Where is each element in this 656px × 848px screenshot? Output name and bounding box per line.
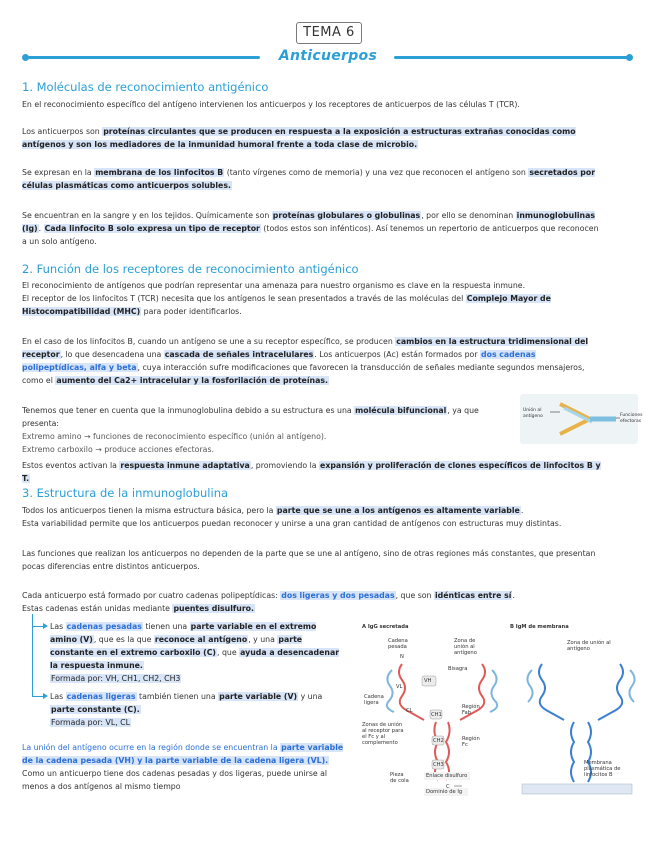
s2-p3-text-c: , ya que presenta: [22,406,479,428]
label-ch1: CH1 [431,712,442,718]
label-c-terminus: C [446,784,450,790]
s2-p3-amino: Extremo amino → funciones de reconocimiento específico (unión al antígeno). [22,432,327,441]
s3-p1-text-a: Todos los anticuerpos tienen la misma estructura básica, pero la [22,506,276,515]
s2-paragraph-3 [22,404,512,456]
b1-highlight-f: reconoce al antígeno [154,635,248,644]
s2-p3-text-a: Tenemos que tener en cuenta que la inmunoglobulina debido a su estructura es una [22,406,355,415]
s3-p3-text-c: , que son [395,591,434,600]
s2-p4-highlight-b: respuesta inmune adaptativa [120,461,250,470]
s2-paragraph-4 [22,459,602,485]
s1-p3-text-a: Se expresan en la [22,168,95,177]
s2-p1-highlight-c: Complejo Mayor de Histocompatibilidad (MHC) [22,294,551,316]
label-ch3: CH3 [433,762,444,768]
fab-arm-lower [560,419,590,434]
b2-highlight-d: parte variable (V) [219,692,298,701]
s3-p1-text-c: . [520,506,524,515]
label-vh: VH [424,678,432,684]
subtitle-banner [22,48,634,66]
s1-p2-highlight: proteínas circulantes que se producen en respuesta a la exposición a estructuras extrañas conocidas como antígenos y son los mediadores de la inmunidad humoral frente a toda clase de microbio. [22,127,576,149]
bifunc-left-label: Unión al antígeno [523,408,543,419]
s2-p2-text-e: . Los anticuerpos (Ac) están formados por [314,350,480,359]
s2-paragraph-2 [22,335,602,387]
s3-p4-highlight-b: parte variable de la cadena pesada (VH) y la parte variable de la cadena ligera (VL). [22,743,344,765]
fab-arm-upper [560,404,590,419]
label-zona-union-b: Zona de unión al antígeno [567,640,611,652]
igm-fc-left [571,722,574,782]
s1-p2-text: Los anticuerpos son [22,127,103,136]
s2-p2-highlight-d: cascada de señales intracelulares [164,350,314,359]
b1-text-e: , que es la que [93,635,154,644]
s1-paragraph-4 [22,209,602,248]
igm-heavy-left [539,664,564,720]
s2-p3-carboxyl: Extremo carboxilo → produce acciones efectoras. [22,445,214,454]
s1-p3-highlight-d: secretados por células plasmáticas como anticuerpos solubles. [22,168,596,190]
s2-p1-text-d: para poder identificarlos. [141,307,242,316]
label-bisagra: Bisagra [448,666,468,672]
s3-p4-text-a: La unión del antígeno ocurre en la región donde se encuentran la [22,743,281,752]
s1-p4-text-g: (todos estos son infénticos). Así tenemos un repertorio de anticuerpos que reconocen a un solo antígeno. [22,224,599,246]
b1-text-i: , que [217,648,240,657]
b2-formada: Formada por: VL, CL [51,718,130,727]
s2-p4-text-a: Estos eventos activan la [22,461,120,470]
s1-paragraph-1: En el reconocimiento específico del antígeno intervienen los anticuerpos y los receptores de anticuerpos de las células T (TCR). [22,100,520,109]
s3-p3-text-a: Cada anticuerpo está formado por cuatro cadenas polipeptídicas: [22,591,281,600]
s3-paragraph-1 [22,504,602,530]
label-cadena-pesada: Cadena pesada [388,638,408,650]
s2-p2-highlight-h: aumento del Ca2+ intracelular y la fosforilación de proteínas. [56,376,328,385]
b2-text-a: Las [50,692,66,701]
s3-bullet-light [50,690,345,729]
s1-p4-text-e: . [38,224,44,233]
b1-highlight-d: parte variable en el extremo amino (V) [50,622,317,644]
s2-p4-highlight-d: expansión y proliferación de clones específicos de linfocitos B y T. [22,461,601,483]
section-2-heading: 2. Función de los receptores de reconocimiento antigénico [22,262,359,276]
b2-highlight-b: cadenas ligeras [66,692,136,701]
s2-p1-text-a: El reconocimiento de antígenos que podrían representar una amenaza para nuestro organismo es clave en la respuesta inmune. [22,281,526,290]
label-pieza-cola: Pieza de cola [390,772,409,784]
label-zonas-union-fc: Zonas de unión al receptor para el Fc y al complemento [362,722,404,746]
s3-bullet-heavy [50,620,345,685]
bracket-light [32,626,45,697]
s1-p4-highlight-b: proteínas globulares o globulinas [272,211,421,220]
s3-paragraph-2: Las funciones que realizan los anticuerpos no dependen de la parte que se une al antígeno, sino de otras regiones más constantes, que presentan pocas diferencias entre distintos anticuerpos. [22,549,596,571]
s1-p4-highlight-f: Cada linfocito B solo expresa un tipo de receptor [44,224,260,233]
page-subtitle: Anticuerpos [278,48,378,64]
igm-heavy-right [598,664,623,720]
s3-p3-highlight-g: puentes disulfuro. [173,604,255,613]
igm-light-left [527,670,532,702]
s1-paragraph-2 [22,125,602,151]
s3-p4-text-c: Como un anticuerpo tiene dos cadenas pesadas y dos ligeras, puede unirse al menos a dos antígenos al mismo tiempo [22,769,328,791]
s1-paragraph-3 [22,166,602,192]
b1-highlight-j: ayuda a desencadenar la respuesta inmune. [50,648,340,670]
panel-b-label: B IgM de membrana [510,624,569,630]
s2-p3-highlight-b: molécula bifuncional [355,406,447,415]
s3-p1-highlight-b: parte que se une a los antígenos es altamente variable [276,506,520,515]
bifunc-right-label: Funciones efectoras [620,413,643,424]
b1-text-c: tienen una [142,622,190,631]
s3-p3-highlight-b: dos ligeras y dos pesadas [281,591,395,600]
s3-paragraph-4 [22,741,352,793]
arrowhead-light [43,693,48,699]
s2-p2-highlight-f: dos cadenas polipeptídicas, alfa y beta [22,350,536,372]
b-cell-membrane [522,784,632,794]
label-zona-union-a: Zona de unión al antígeno [454,638,477,656]
s2-p2-text-a: En el caso de los linfocitos B, cuando un antígeno se une a su receptor específico, se producen [22,337,396,346]
section-1-heading: 1. Moléculas de reconocimiento antigénico [22,80,269,94]
s3-paragraph-3 [22,589,602,615]
b1-highlight-h: parte constante en el extremo carboxilo (C) [50,635,303,657]
s3-p3-highlight-d: idénticas entre sí [434,591,512,600]
b1-highlight-b: cadenas pesadas [66,622,142,631]
label-membrana: Membrana plasmática de linfocitos B [584,760,621,778]
antibody-structure-figure [362,624,638,804]
s1-p4-text-a: Se encuentran en la sangre y en los tejidos. Químicamente son [22,211,272,220]
b2-text-e: y una [298,692,323,701]
banner-line-right [394,56,628,59]
panel-a-label: A IgG secretada [362,624,409,630]
s3-p3-text-e: . [512,591,515,600]
s1-p3-text-c: (tanto vírgenes como de memoria) y una vez que reconocen el antígeno son [224,168,529,177]
banner-dot-right [626,54,633,61]
s2-paragraph-1 [22,279,602,318]
b1-text-a: Las [50,622,66,631]
s1-p4-highlight-d: inmunoglobulinas (Ig) [22,211,595,233]
s2-p2-text-c: , lo que desencadena una [60,350,164,359]
label-enlace-disulfuro: Enlace disulfuro [424,772,470,780]
igm-light-right [629,670,634,702]
label-dominio-ig: Dominio de Ig [424,788,468,796]
b2-highlight-f: parte constante (C). [51,705,140,714]
bifunctional-figure [520,394,643,444]
s2-p1-text-b: El receptor de los linfocitos T (TCR) necesita que los antígenos le sean presentados a través de las moléculas del [22,294,466,303]
s3-p1-text-d: Esta variabilidad permite que los anticuerpos puedan reconocer y unirse a una gran cantidad de antígenos con estructuras muy distintas. [22,519,562,528]
b1-text-g: , y una [248,635,278,644]
s3-p3-text-f: Estas cadenas están unidas mediante [22,604,173,613]
s1-p3-highlight-b: membrana de los linfocitos B [95,168,224,177]
label-vl: VL [396,684,403,690]
s2-p4-text-c: , promoviendo la [250,461,320,470]
b1-formada: Formada por: VH, CH1, CH2, CH3 [51,674,181,683]
label-n-terminus: N [400,654,404,660]
label-region-fc: Región Fc [462,736,480,748]
label-cadena-ligera: Cadena ligera [364,694,384,706]
light-arm-upper [564,408,592,422]
label-cl: CL [406,708,413,714]
s1-p4-text-c: , por ello se denominan [421,211,516,220]
topic-title: TEMA 6 [296,22,362,44]
label-ch2: CH2 [433,738,444,744]
s2-p2-text-g: , cuya interacción sufre modificaciones que favorecen la transducción de señales mediante segundos mensajeros, como el [22,363,585,385]
s2-p2-highlight-b: cambios en la estructura tridimensional del receptor [22,337,589,359]
label-region-fab: Región Fab [462,704,480,716]
section-3-heading: 3. Estructura de la inmunoglobulina [22,486,229,500]
b2-text-c: también tienen una [136,692,219,701]
igg-light-right [490,670,497,712]
